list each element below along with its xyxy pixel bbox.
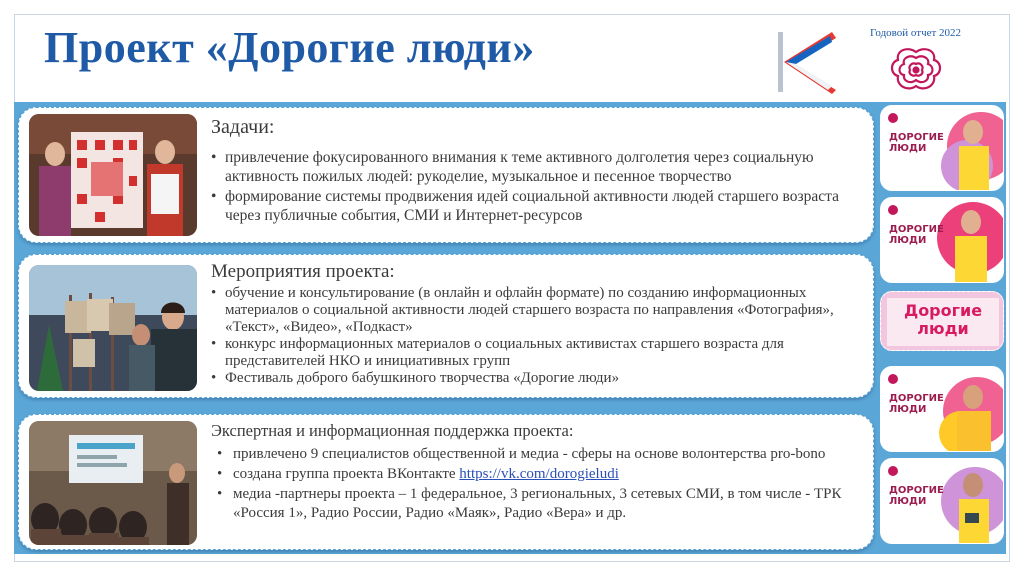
list-item: • формирование системы продвижения идей социальной активности людей старшего возраста через публичные события, СМИ и Интернет-ресурсов <box>211 187 861 225</box>
list-item: • обучение и консультирование (в онлайн и офлайн формате) по созданию информационных материалов о социальной активности людей старшего возраста по направления «Фотография», «Текст», «Видео», «Подкаст» <box>211 285 861 336</box>
events-block <box>18 254 874 398</box>
support-photo <box>29 421 197 545</box>
events-photo <box>29 265 197 391</box>
tasks-block <box>18 107 874 243</box>
poster-thumbnail <box>880 458 1004 544</box>
page-title: Проект «Дорогие люди» <box>44 23 535 72</box>
poster-title: ДОРОГИЕ ЛЮДИ <box>889 132 944 154</box>
list-item: • привлечено 9 специалистов общественной и медиа - сферы на основе волонтерства pro-bono <box>217 445 861 464</box>
poster-thumbnail <box>880 291 1004 351</box>
poster-thumbnail <box>880 197 1004 283</box>
tasks-photo <box>29 114 197 236</box>
flower-emblem <box>886 44 946 96</box>
poster-thumbnail <box>880 105 1004 191</box>
annual-report-label: Годовой отчет 2022 <box>870 27 962 39</box>
support-list <box>217 445 861 523</box>
support-title: Экспертная и информационная поддержка проекта: <box>211 421 574 440</box>
organization-logo <box>772 28 838 96</box>
support-block <box>18 414 874 550</box>
poster-title: Дорогие люди <box>903 301 983 338</box>
poster-thumbnail <box>880 366 1004 452</box>
list-item: • Фестиваль доброго бабушкиного творчества «Дорогие люди» <box>211 370 861 387</box>
events-title: Мероприятия проекта: <box>211 261 395 282</box>
list-item: • привлечение фокусированного внимания к теме активного долголетия через социальную активность пожилых людей: рукоделие, музыкальное и песенное творчество <box>211 148 861 186</box>
events-list <box>211 285 861 387</box>
list-item <box>217 465 861 484</box>
tasks-title: Задачи: <box>211 116 275 138</box>
vk-group-text: создана группа проекта ВКонтакте <box>233 466 456 482</box>
tasks-list <box>211 148 861 225</box>
poster-title: ДОРОГИЕ ЛЮДИ <box>889 485 944 507</box>
poster-title: ДОРОГИЕ ЛЮДИ <box>889 393 944 415</box>
poster-thumbnails-panel <box>878 102 1006 554</box>
vk-group-link[interactable]: https://vk.com/dorogieludi <box>459 466 619 482</box>
list-item: • конкурс информационных материалов о социальных активистах старшего возраста для представителей НКО и инициативных групп <box>211 336 861 370</box>
poster-title: ДОРОГИЕ ЛЮДИ <box>889 224 944 246</box>
content-panel <box>14 102 878 554</box>
list-item: • медиа -партнеры проекта – 1 федеральное, 3 региональных, 3 сетевых СМИ, в том числе - ТРК «Россия 1», Радио России, Радио «Маяк», Радио «Вера» и др. <box>217 485 861 523</box>
